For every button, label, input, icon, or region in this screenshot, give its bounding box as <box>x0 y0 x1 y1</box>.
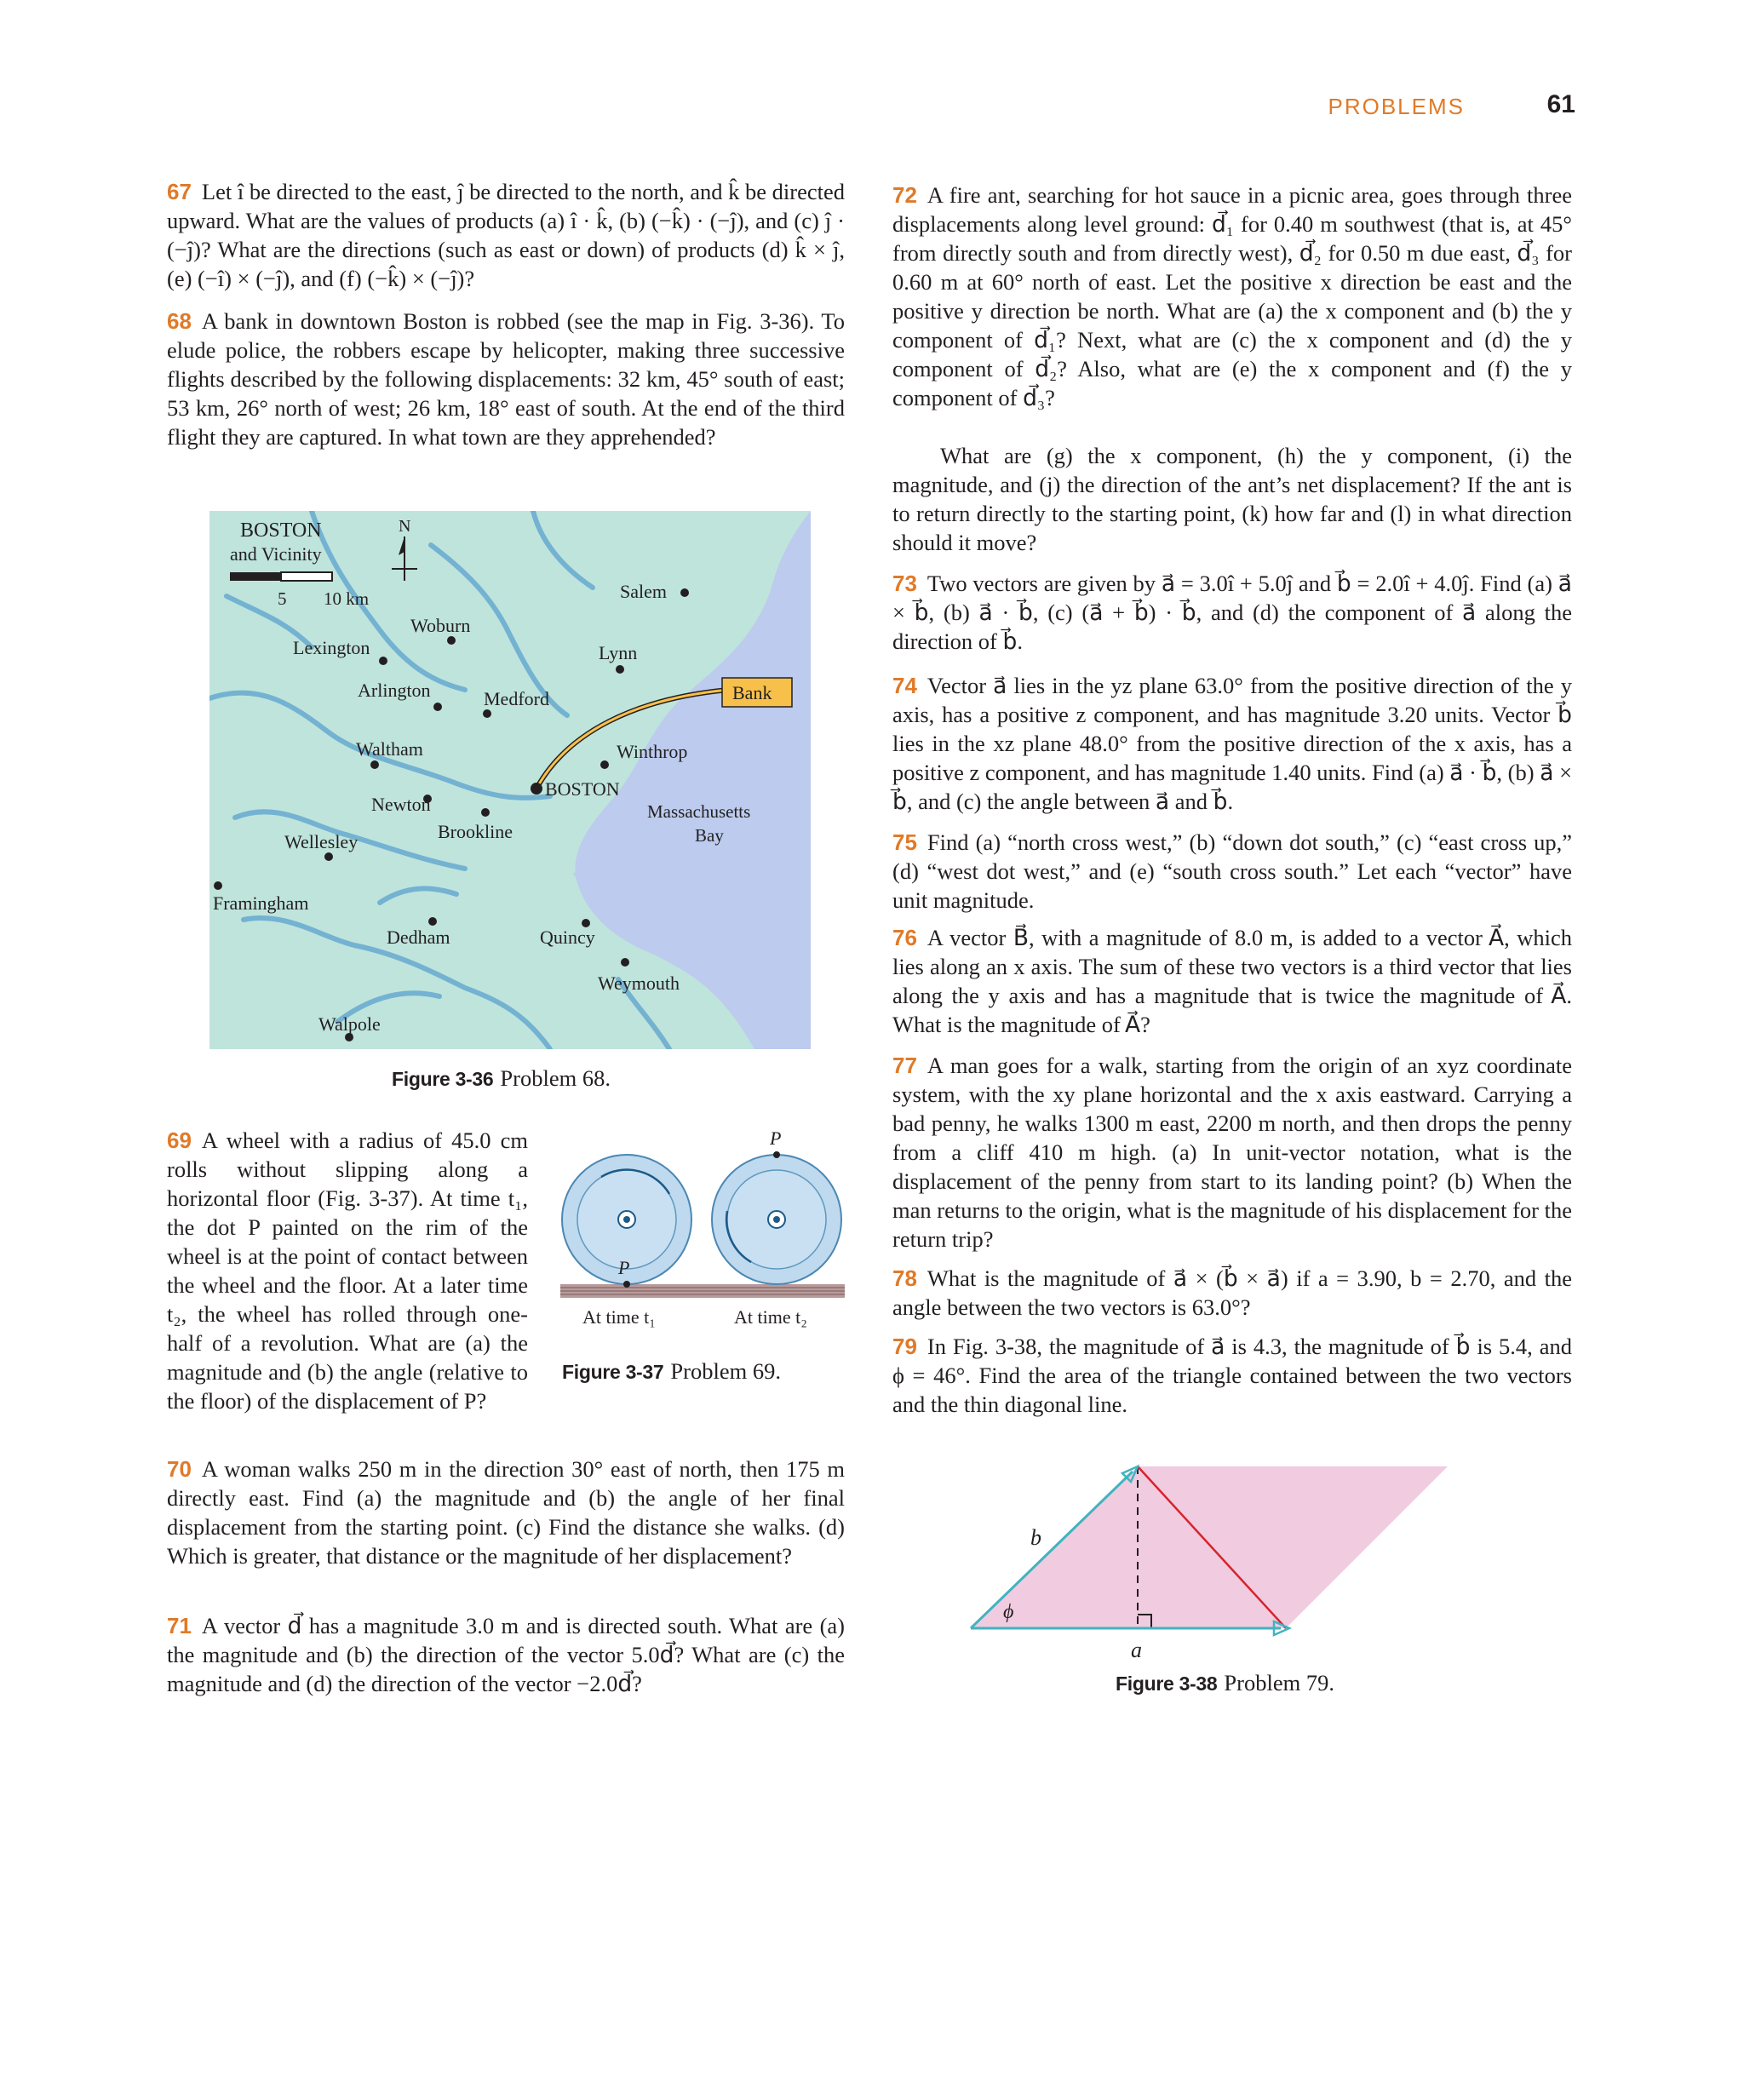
town-label: Woburn <box>410 615 471 636</box>
problem-number: 79 <box>892 1334 917 1359</box>
map-subtitle: and Vicinity <box>230 543 322 565</box>
town-label: Lexington <box>293 637 370 658</box>
scale-bar-white <box>281 572 332 581</box>
figure-label: Figure 3-36 <box>392 1068 494 1090</box>
map-title: BOSTON <box>240 519 322 542</box>
problem-number: 71 <box>167 1613 192 1638</box>
town-label: Medford <box>484 688 549 709</box>
problem-text: Find (a) “north cross west,” (b) “down dot south,” (c) “east cross up,” (d) “west dot west,” and (e) “south cross south.” Let each “vector” have unit magnitude. <box>892 829 1572 913</box>
bay-label-1: Massachusetts <box>647 801 751 822</box>
problem-71 <box>167 1611 845 1698</box>
problem-text: A vector d⃗ has a magnitude 3.0 m and is directed south. What are (a) the magnitude and (b) the direction of the vector 5.0d⃗? What are (c) the magnitude and (d) the direction of the vector −2.0d⃗? <box>167 1613 845 1696</box>
problem-70 <box>167 1455 845 1570</box>
problem-number: 77 <box>892 1053 917 1078</box>
problem-number: 78 <box>892 1265 917 1291</box>
problem-number: 76 <box>892 925 917 950</box>
boston-map <box>209 511 811 1049</box>
scale-label-5: 5 <box>278 588 287 609</box>
town-label: Arlington <box>358 680 431 701</box>
town-label: Winthrop <box>617 741 688 762</box>
problem-number: 67 <box>167 179 192 204</box>
problem-77 <box>892 1051 1572 1254</box>
town-label: BOSTON <box>545 778 620 800</box>
figure-caption: Problem 79. <box>1224 1670 1334 1695</box>
town-label: Newton <box>371 794 431 815</box>
problem-76 <box>892 923 1572 1039</box>
town-label: Brookline <box>438 821 513 842</box>
problem-78 <box>892 1264 1572 1322</box>
problem-number: 73 <box>892 571 917 596</box>
town-label: Salem <box>620 581 667 602</box>
point-p-top <box>773 1151 780 1158</box>
scale-label-10: 10 km <box>324 588 370 609</box>
problem-67 <box>167 177 845 293</box>
problem-text: In Fig. 3-38, the magnitude of a⃗ is 4.3, the magnitude of b⃗ is 5.4, and ϕ = 46°. Find the area of the triangle contained between the two vectors and the thin diagonal line. <box>892 1334 1572 1417</box>
point-p-bottom <box>623 1281 630 1288</box>
angle-phi-label: ϕ <box>1003 1601 1014 1623</box>
problem-text: A fire ant, searching for hot sauce in a picnic area, goes through three displacements along level ground: d⃗₁ for 0.40 m southwest (that is, at 45° from directly south and from directly west), d⃗₂ for 0.50 m due east, d⃗₃ for 0.60 m at 60° north of east. Let the positive x direction be east and the positive y direction be north. What are (a) the x component and (b) the y component of d⃗₁? Next, what are (c) the x component and (d) the y component of d⃗₂? Also, what are (e) the x component and (f) the y component of d⃗₃? <box>892 182 1572 410</box>
p-label-bottom: P <box>618 1257 630 1278</box>
problem-text: A man goes for a walk, starting from the origin of an xyz coordinate system, with the xy plane horizontal and the x axis eastward. Carrying a bad penny, he walks 1300 m east, 2200 m north, and then drops the penny from a cliff 410 m high. (a) In unit-vector notation, what is the displacement of the penny from start to its landing point? (b) When the man returns to the origin, what is the magnitude of his displacement for the return trip? <box>892 1053 1572 1252</box>
problem-75 <box>892 828 1572 915</box>
rolling-wheel-figure <box>554 1126 852 1347</box>
problem-text: A vector B⃗, with a magnitude of 8.0 m, is added to a vector A⃗, which lies along an x axis. The sum of these two vectors is a third vector that lies along the y axis and has a magnitude that is twice the magnitude of A⃗. What is the magnitude of A⃗? <box>892 925 1572 1037</box>
figure-3-38-caption <box>1116 1669 1334 1697</box>
town-label: Lynn <box>599 642 638 663</box>
town-label: Framingham <box>213 892 309 914</box>
problem-number: 68 <box>167 308 192 334</box>
north-label: N <box>399 517 411 536</box>
problem-number: 70 <box>167 1456 192 1482</box>
problem-text: What is the magnitude of a⃗ × (b⃗ × a⃗) if a = 3.90, b = 2.70, and the angle between the two vectors is 63.0°? <box>892 1265 1572 1320</box>
problem-text: Two vectors are given by a⃗ = 3.0î + 5.0ĵ and b⃗ = 2.0î + 4.0ĵ. Find (a) a⃗ × b⃗, (b) a⃗ · b⃗, (c) (a⃗ + b⃗) · b⃗, and (d) the component of a⃗ along the direction of b⃗. <box>892 571 1572 654</box>
problem-74 <box>892 671 1572 816</box>
problem-72-continued: What are (g) the x component, (h) the y component, (i) the magnitude, and (j) the direction of the ant’s net displacement? If the ant is to return directly to the starting point, (k) how far and (l) in what direction should it move? <box>892 443 1572 555</box>
town-label: Dedham <box>387 927 450 948</box>
problem-79 <box>892 1332 1572 1419</box>
bank-label: Bank <box>732 682 772 703</box>
scale-bar-black <box>230 572 281 581</box>
time-label-1: At time t₁ <box>582 1306 656 1328</box>
problem-number: 72 <box>892 182 917 208</box>
town-label: Waltham <box>356 738 423 760</box>
vector-triangle-figure <box>962 1448 1473 1669</box>
problem-72 <box>892 181 1572 412</box>
bay-label-2: Bay <box>695 825 724 846</box>
problem-text: A bank in downtown Boston is robbed (see the map in Fig. 3-36). To elude police, the robbers escape by helicopter, making three successive flights described by the following displacements: 32 km, 45° south of east; 53 km, 26° north of west; 26 km, 18° east of south. At the end of the third flight they are captured. In what town are they apprehended? <box>167 308 845 450</box>
problem-text: Vector a⃗ lies in the yz plane 63.0° from the positive direction of the y axis, has a positive z component, and has magnitude 3.20 units. Vector b⃗ lies in the xz plane 48.0° from the positive direction of the x axis, has a positive z component, and has magnitude 1.40 units. Find (a) a⃗ · b⃗, (b) a⃗ × b⃗, and (c) the angle between a⃗ and b⃗. <box>892 673 1573 814</box>
problem-text: A woman walks 250 m in the direction 30° east of north, then 175 m directly east. Find (a) the magnitude and (b) the angle of her final displacement from the starting point. (c) Find the distance she walks. (d) Which is greater, that distance or the magnitude of her displacement? <box>167 1456 845 1569</box>
town-label: Quincy <box>540 927 595 948</box>
town-label: Wellesley <box>284 831 359 852</box>
problem-number: 74 <box>892 673 917 698</box>
town-label: Walpole <box>318 1013 381 1035</box>
figure-caption: Problem 69. <box>670 1358 781 1384</box>
figure-label: Figure 3-38 <box>1116 1673 1218 1695</box>
wheel-at-t2 <box>712 1151 841 1284</box>
town-newton <box>371 794 432 815</box>
vector-b-label: b⃗ <box>1030 1525 1059 1550</box>
figure-caption: Problem 68. <box>500 1065 611 1091</box>
problem-number: 69 <box>167 1127 192 1153</box>
vector-a-label: a⃗ <box>1131 1638 1160 1662</box>
figure-3-36-caption <box>392 1064 611 1093</box>
problem-text: A wheel with a radius of 45.0 cm rolls without slipping along a horizontal floor (Fig. 3-37). At time t₁, the dot P painted on the rim of the wheel is at the point of contact between the wheel and the floor. At a later time t₂, the wheel has rolled through one-half of a revolution. What are (a) the magnitude and (b) the angle (relative to the floor) of the displacement of P? <box>167 1127 528 1414</box>
figure-label: Figure 3-37 <box>562 1361 664 1383</box>
page-number: 61 <box>1546 90 1575 118</box>
town-label: Weymouth <box>598 973 680 994</box>
problem-number: 75 <box>892 829 917 855</box>
problem-68 <box>167 307 845 451</box>
problem-text: Let î be directed to the east, ĵ be directed to the north, and k̂ be directed upward. What are the values of products (a) î · k̂, (b) (−k̂) · (−ĵ), and (c) ĵ · (−ĵ)? What are the directions (such as east or down) of products (d) k̂ × ĵ, (e) (−î) × (−ĵ), and (f) (−k̂) × (−ĵ)? <box>167 179 845 291</box>
time-label-2: At time t₂ <box>734 1306 807 1328</box>
problem-73 <box>892 569 1572 656</box>
section-title: PROBLEMS <box>1328 94 1465 119</box>
problem-69 <box>167 1126 528 1415</box>
p-label-top: P <box>770 1127 782 1149</box>
figure-3-37-caption <box>562 1357 781 1386</box>
